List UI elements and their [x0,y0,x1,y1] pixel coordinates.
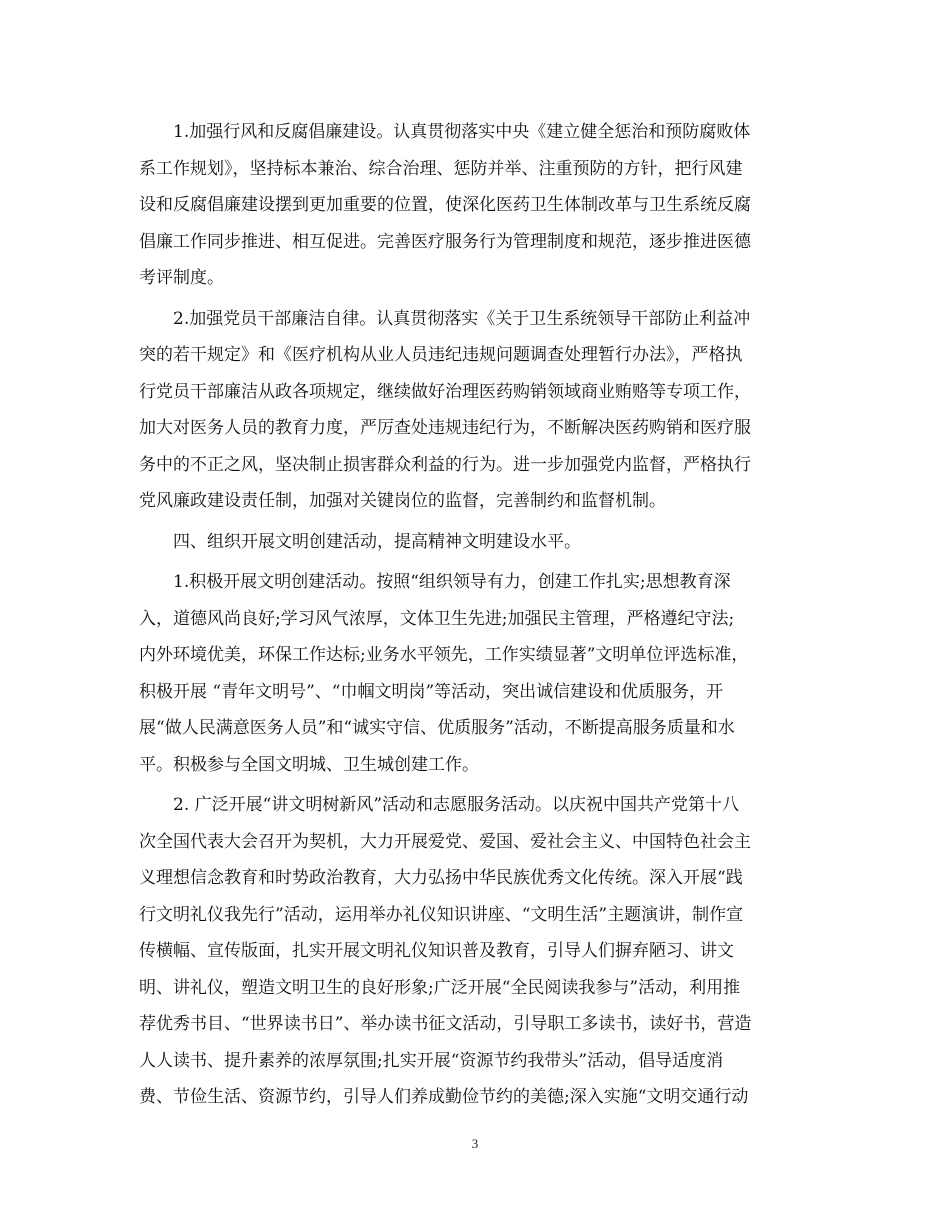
text-line: 务中的不正之风，坚决制止损害群众利益的行为。进一步加强党内监督，严格执行 [139,454,751,475]
text-line: 人人读书、提升素养的浓厚氛围;扎实开展“资源节约我带头”活动，倡导适度消 [139,1050,724,1071]
text-line: 费、节俭生活、资源节约，引导人们养成勤俭节约的美德;深入实施“文明交通行动 [139,1087,749,1107]
text-line: 2.加强党员干部廉洁自律。认真贯彻落实《关于卫生系统领导干部防止利益冲 [139,308,751,329]
section-heading: 四、组织开展文明创建活动，提高精神文明建设水平。 [139,531,581,552]
text-line: 1.积极开展文明创建活动。按照“组织领导有力，创建工作扎实;思想教育深 [139,572,731,592]
text-line: 展“做人民满意医务人员”和“诚实守信、优质服务”活动，不断提高服务质量和水 [139,718,735,738]
text-line: 2. 广泛开展“讲文明树新风”活动和志愿服务活动。以庆祝中国共产党第十八 [139,795,740,815]
text-line: 内外环境优美，环保工作达标;业务水平领先，工作实绩显著”文明单位评选标准， [139,645,749,665]
text-line: 积极开展 “青年文明号”、“巾帼文明岗”等活动，突出诚信建设和优质服务，开 [139,681,724,702]
text-line: 行党员干部廉洁从政各项规定，继续做好治理医药购销领域商业贿赂等专项工作， [139,381,751,402]
text-line: 考评制度。 [139,268,224,288]
text-line: 明、讲礼仪，塑造文明卫生的良好形象;广泛开展“全民阅读我参与”活动，利用推 [139,977,741,998]
text-line: 党风廉政建设责任制，加强对关键岗位的监督，完善制约和监督机制。 [139,491,666,511]
text-line: 1.加强行风和反腐倡廉建设。认真贯彻落实中央《建立健全惩治和预防腐败体 [139,122,751,142]
text-line: 行文明礼仪我先行”活动，运用举办礼仪知识讲座、“文明生活”主题演讲，制作宣 [139,904,744,925]
text-line: 倡廉工作同步推进、相互促进。完善医疗服务行为管理制度和规范，逐步推进医德 [139,231,751,252]
text-line: 系工作规划》，坚持标本兼治、综合治理、惩防并举、注重预防的方针，把行风建 [139,158,743,179]
body-text [139,114,829,1116]
text-line: 义理想信念教育和时势政治教育，大力弘扬中华民族优秀文化传统。深入开展“践 [139,868,743,888]
text-line: 次全国代表大会召开为契机，大力开展爱党、爱国、爱社会主义、中国特色社会主 [139,831,751,852]
text-line: 平。积极参与全国文明城、卫生城创建工作。 [139,754,479,775]
page-number: 3 [471,1136,479,1151]
text-line: 加大对医务人员的教育力度，严厉查处违规违纪行为，不断解决医药购销和医疗服 [139,418,751,438]
text-line: 荐优秀书目、“世界读书日”、举办读书征文活动，引导职工多读书，读好书，营造 [139,1014,752,1034]
text-line: 入，道德风尚良好;学习风气浓厚，文体卫生先进;加强民主管理，严格遵纪守法; [139,608,735,629]
text-line: 传横幅、宣传版面，扎实开展文明礼仪知识普及教育，引导人们摒弃陋习、讲文 [139,941,734,961]
text-line: 设和反腐倡廉建设摆到更加重要的位置，使深化医药卫生体制改革与卫生系统反腐 [139,195,751,215]
text-line: 突的若干规定》和《医疗机构从业人员违纪违规问题调查处理暂行办法》，严格执 [139,345,743,365]
